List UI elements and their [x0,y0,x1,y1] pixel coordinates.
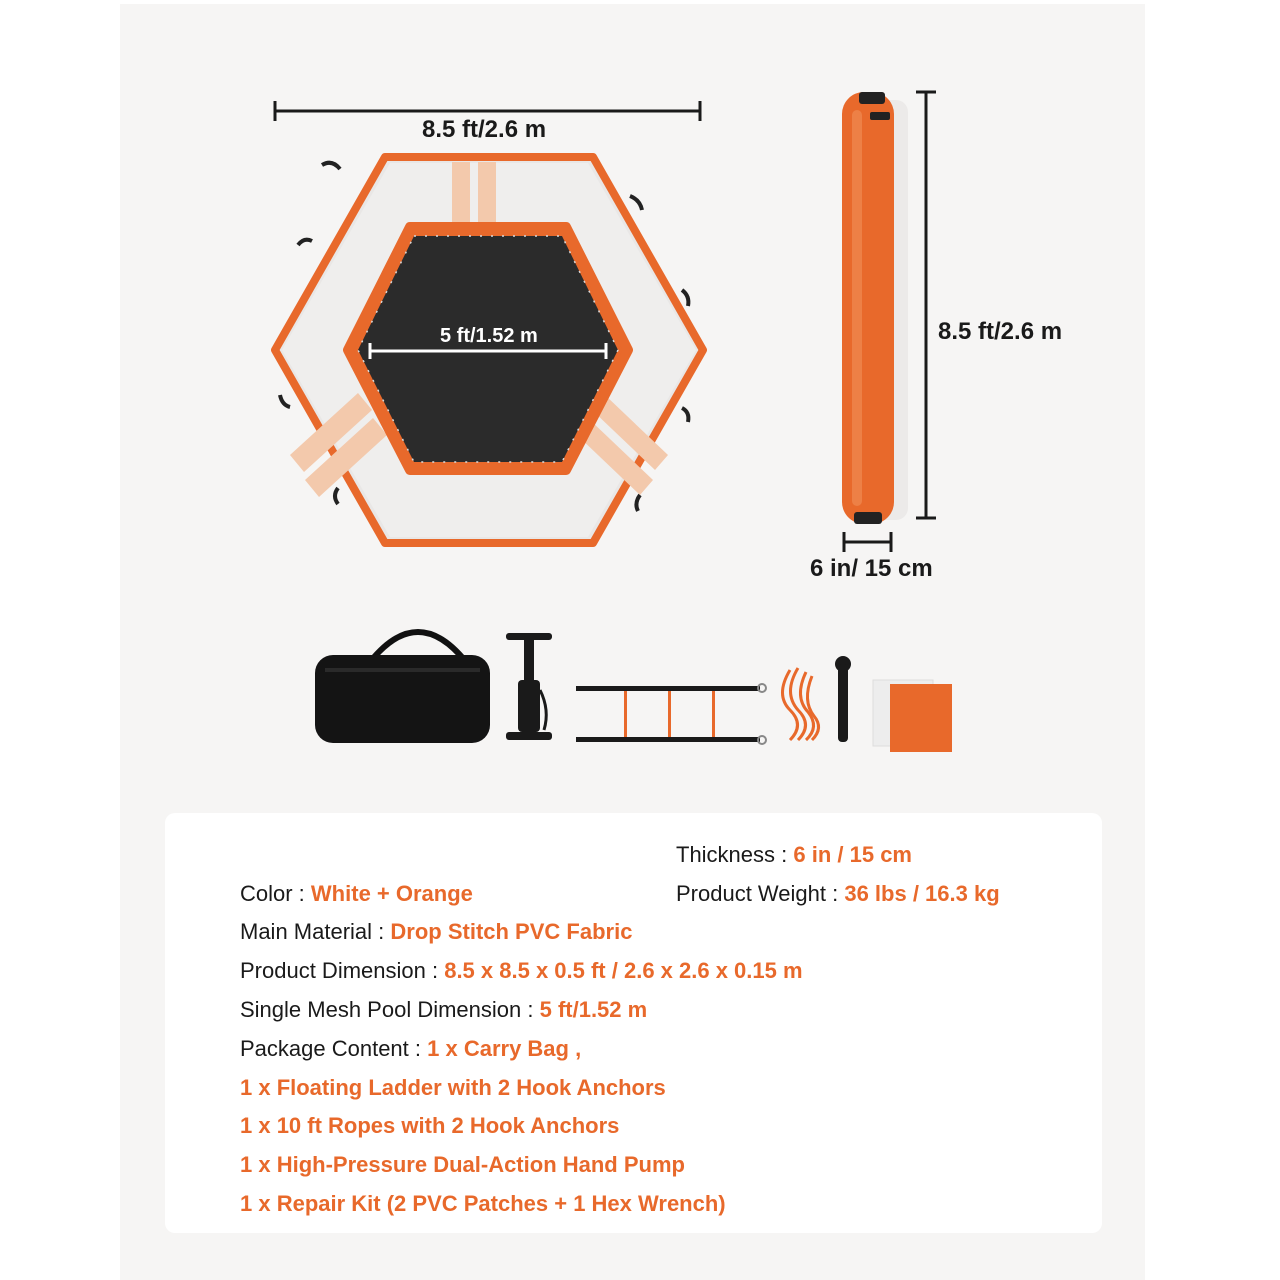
spec-color-label: Color : [240,881,311,906]
thickness-label: 6 in/ 15 cm [810,555,933,582]
package-item-ladder: 1 x Floating Ladder with 2 Hook Anchors [240,1075,666,1100]
spec-thickness-label: Thickness : [676,842,794,867]
package-item-pump: 1 x High-Pressure Dual-Action Hand Pump [240,1152,685,1177]
hex-platform-top-view [275,157,703,543]
spec-material-label: Main Material : [240,919,391,944]
spec-dimension-value: 8.5 x 8.5 x 0.5 ft / 2.6 x 2.6 x 0.15 m [444,958,803,983]
spec-color [240,881,473,907]
spec-package-label: Package Content : [240,1036,428,1061]
spec-dimension-label: Product Dimension : [240,958,445,983]
side-view-board [842,92,908,524]
spec-mesh [240,997,647,1023]
spec-color-value: White + Orange [310,881,473,906]
pvc-patches-icon [873,680,952,752]
spec-weight-label: Product Weight : [676,881,845,906]
spec-package [240,1036,581,1062]
side-height-dimension-line [916,92,936,518]
spec-material-value: Drop Stitch PVC Fabric [390,919,633,944]
spec-material [240,919,632,945]
top-width-label: 8.5 ft/2.6 m [422,116,547,143]
thickness-dimension-line [844,532,891,552]
carry-bag-icon [315,632,490,743]
spec-package-value: 1 x Carry Bag , [427,1036,582,1061]
spec-weight [676,881,1000,907]
spec-thickness-value: 6 in / 15 cm [793,842,912,867]
hand-pump-icon [506,633,552,740]
spec-mesh-value: 5 ft/1.52 m [539,997,648,1022]
spec-dimension [240,958,803,984]
floating-ladder-icon [576,684,766,744]
spec-mesh-label: Single Mesh Pool Dimension : [240,997,540,1022]
hex-wrench-icon [835,656,851,742]
side-height-label: 8.5 ft/2.6 m [938,318,1063,345]
package-item-ropes: 1 x 10 ft Ropes with 2 Hook Anchors [240,1113,620,1138]
mesh-width-label: 5 ft/1.52 m [440,325,538,347]
package-item-repair-kit: 1 x Repair Kit (2 PVC Patches + 1 Hex Wrench) [240,1191,726,1216]
spec-thickness [676,842,912,868]
spec-weight-value: 36 lbs / 16.3 kg [844,881,1000,906]
rope-icon [783,668,819,740]
